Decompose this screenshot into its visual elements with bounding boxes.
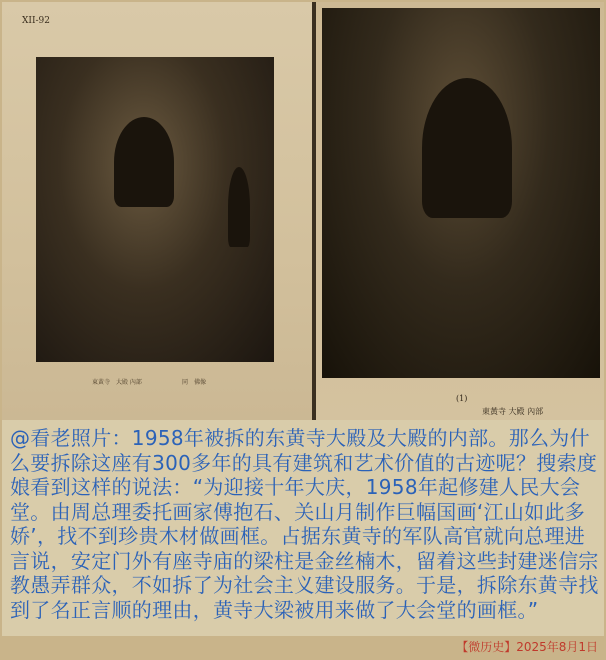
plate-number: (1) [456,394,468,403]
left-photo-temple-interior [36,57,274,362]
right-photo-buddha-hall [322,8,600,378]
attendant-statue-figure [228,167,250,247]
right-book-page [316,2,604,420]
photo-spread [2,2,604,420]
left-caption-second: 同 佛像 [182,379,207,386]
left-caption: 東黃寺 大殿 內部 [92,379,142,386]
post-body: @看老照片：1958年被拆的东黄寺大殿及大殿的内部。那么为什么要拆除这座有300多年的具有建筑和艺术价值的古迹呢？搜索度娘看到这样的说法：“为迎接十年大庆，1958年起修建人民大会堂。由周总理委托画家傅抱石、关山月制作巨幅国画‘江山如此多娇’，找不到珍贵木材做画框。占据东黄寺的军队高官就向总理进言说，安定门外有座寺庙的梁柱是金丝楠木，留着这些封建迷信宗教愚弄群众，不如拆了为社会主义建设服务。于是，拆除东黄寺找到了名正言顺的理由，黄寺大梁被用来做了大会堂的画框。” [10,426,599,622]
post-text-panel [2,420,604,636]
main-buddha-statue-figure [422,78,512,218]
page-number: XII-92 [22,16,51,26]
right-caption: 東黃寺 大殿 內部 [482,407,544,416]
left-book-page [2,2,312,420]
buddha-statue-figure [114,117,174,207]
source-date-footer: 【微历史】2025年8月1日 [456,640,598,654]
